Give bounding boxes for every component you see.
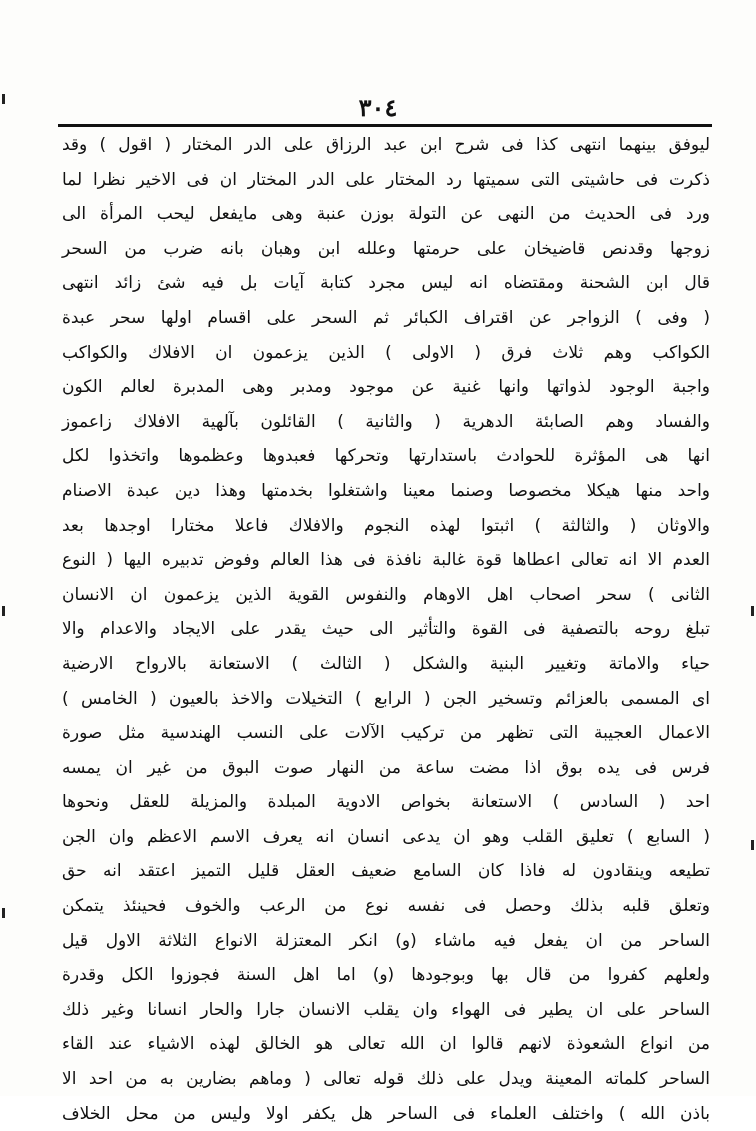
header-rule [58,124,712,127]
text-line: احد ( السادس ) الاستعانة بخواص الادوية المبلدة والمزيلة للعقل ونحوها [62,792,710,813]
text-line: فرس فى يده بوق اذا مضت ساعة من النهار صوت البوق من غير ان يمسه [62,757,710,778]
text-line: الساحر على ان يطير فى الهواء وان يقلب الانسان جارا والحار انسانا وغير ذلك [62,999,710,1020]
scan-edge-mark [2,606,5,616]
text-line: العدم الا انه تعالى اعطاها قوة غالبة نافذة فى هذا العالم وفوض تدبيره اليها ( النوع [62,550,710,571]
scan-edge-mark [751,606,754,616]
text-line: الساحر كلماته المعينة ويدل على ذلك قوله تعالى ( وماهم بضارين به من احد الا [62,1069,710,1090]
text-line: من انواع الشعوذة لانهم قالوا ان الله تعالى هو الخالق لهذه الاشياء عند القاء [62,1034,710,1055]
text-line: حياء والاماتة وتغيير البنية والشكل ( الثالث ) الاستعانة بالارواح الارضية [62,653,710,674]
scan-edge-mark [2,908,5,918]
text-line: الكواكب وهم ثلاث فرق ( الاولى ) الذين يزعمون ان الافلاك والكواكب [62,342,710,363]
text-line: الثانى ) سحر اصحاب اهل الاوهام والنفوس القوية الذين يزعمون ان الانسان [62,584,710,605]
text-line: زوجها وقدنص قاضيخان على حرمتها وعلله ابن وهبان بانه ضرب من السحر [62,238,710,259]
text-line: ( السابع ) تعليق القلب وهو ان يدعى انسان انه يعرف الاسم الاعظم وان الجن [62,826,710,847]
text-line: واجبة الوجود لذواتها وانها غنية عن موجود ومدبر وهى المدبرة لعالم الكون [62,377,710,398]
text-line: اى المسمى بالعزائم وتسخير الجن ( الرابع ) التخيلات والاخذ بالعيون ( الخامس ) [62,688,710,709]
text-line: انها هى المؤثرة للحوادث باستدارتها وتحركها فعبدوها وعظموها واتخذوا لكل [62,446,710,467]
text-line: باذن الله ) واختلف العلماء فى الساحر هل يكفر اولا وليس من محل الخلاف [62,1103,710,1124]
text-line: والفساد وهم الصابئة الدهرية ( والثانية ) القائلون بآلهية الافلاك زاعموز [62,411,710,432]
text-line: الساحر من ان يفعل فيه ماشاء (و) انكر المعتزلة الانواع الثلاثة الاول قيل [62,930,710,951]
page-number: ٣٠٤ [358,93,398,122]
text-line: تطيعه وينقادون له فاذا كان السامع ضعيف العقل قليل التميز اعتقد انه حق [62,861,710,882]
text-line: ولعلهم كفروا من قال بها وبوجودها (و) اما اهل السنة فجوزوا الكل وقدرة [62,965,710,986]
text-line: تبلغ روحه بالتصفية فى القوة والتأثير الى حيث يقدر على الايجاد والاعدام والا [62,619,710,640]
text-line: ليوفق بينهما انتهى كذا فى شرح ابن عبد الرزاق على الدر المختار ( اقول ) وقد [62,135,710,155]
text-body [62,128,710,1131]
text-line: ورد فى الحديث من النهى عن التولة بوزن عنبة وهى مايفعل ليحب المرأة الى [62,204,710,225]
text-line: الاعمال العجيبة التى تظهر من تركيب الآلات على النسب الهندسية مثل صورة [62,723,710,744]
scan-edge-mark [751,840,754,850]
text-line: ( وفى ) الزواجر عن اقتراف الكبائر ثم السحر على اقسام اولها سحر عبدة [62,307,710,328]
text-line: والاوثان ( والثالثة ) اثبتوا لهذه النجوم والافلاك فاعلا مختارا اوجدها بعد [62,515,710,536]
text-line: واحد منها هيكلا مخصوصا وصنما معينا واشتغلوا بخدمتها وهذا دين عبدة الاصنام [62,480,710,501]
text-line: وتعلق قلبه بذلك وحصل فى نفسه نوع من الرعب والخوف فحينئذ يتمكن [62,896,710,917]
text-line: ذكرت فى حاشيتى التى سميتها رد المختار على الدر المختار ان فى الاخير نظرا لما [62,169,710,190]
text-line: قال ابن الشحنة ومقتضاه انه ليس مجرد كتابة آيات بل فيه شئ زائد انتهى [62,273,710,294]
